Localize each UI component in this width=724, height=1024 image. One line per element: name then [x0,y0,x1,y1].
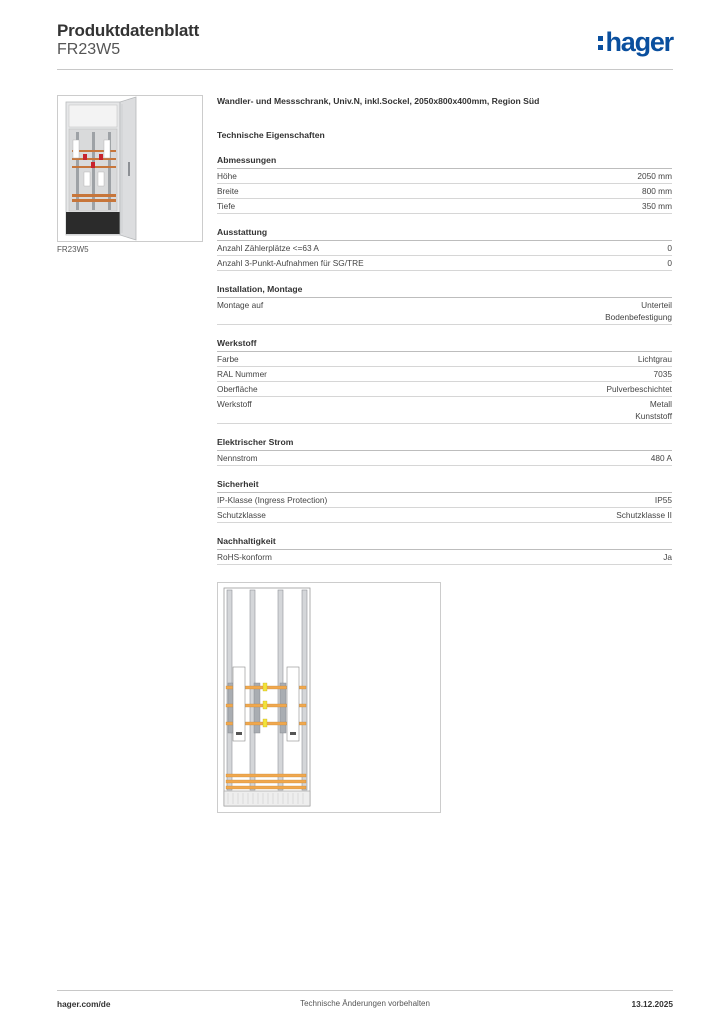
spec-row [217,169,672,184]
spec-value-line: Unterteil [641,300,672,310]
spec-label: RAL Nummer [217,369,267,379]
spec-value-line: Pulverbeschichtet [606,384,672,394]
spec-value [605,299,672,323]
hager-logo [598,26,673,57]
spec-group-title: Installation, Montage [217,283,672,298]
spec-label: Tiefe [217,201,236,211]
spec-value-line: 350 mm [642,201,672,211]
footer-notice: Technische Änderungen vorbehalten [300,999,430,1008]
spec-group-title: Abmessungen [217,154,672,169]
spec-value-line: 480 A [650,453,672,463]
spec-value [642,200,672,212]
spec-value [655,494,672,506]
product-description: Wandler- und Messschrank, Univ.N, inkl.Sockel, 2050x800x400mm, Region Süd [217,96,540,106]
spec-label: Montage auf [217,300,264,310]
spec-row [217,367,672,382]
spec-label: Höhe [217,171,237,181]
spec-label: Nennstrom [217,453,258,463]
spec-groups [217,154,672,565]
spec-value-line: Schutzklasse II [616,510,672,520]
spec-value-line: Ja [663,552,672,562]
footer-date: 13.12.2025 [631,999,673,1009]
spec-label: Anzahl 3-Punkt-Aufnahmen für SG/TRE [217,258,364,268]
spec-value-line: Kunststoff [635,411,672,421]
spec-label: Schutzklasse [217,510,266,520]
spec-group-title: Werkstoff [217,337,672,352]
spec-label: RoHS-konform [217,552,272,562]
document-title: Produktdatenblatt [57,21,200,40]
logo-text: hager [605,26,673,57]
spec-label: IP-Klasse (Ingress Protection) [217,495,328,505]
page-footer [57,990,673,1013]
spec-value-line: 0 [667,243,672,253]
spec-label: Oberfläche [217,384,258,394]
spec-group-title: Nachhaltigkeit [217,535,672,550]
spec-group-title: Ausstattung [217,226,672,241]
spec-row [217,382,672,397]
spec-group-title: Elektrischer Strom [217,436,672,451]
spec-value [654,368,672,380]
spec-row [217,397,672,424]
spec-value [667,242,672,254]
spec-value [667,257,672,269]
technical-drawing [217,582,441,813]
tech-properties-title: Technische Eigenschaften [217,130,325,140]
spec-value-line: Bodenbefestigung [605,312,672,322]
spec-value [651,452,672,464]
spec-value-line: Metall [649,399,672,409]
spec-value [663,551,672,563]
spec-row [217,256,672,271]
spec-value-line: Lichtgrau [637,354,672,364]
spec-row [217,241,672,256]
cabinet-photo-image [58,96,202,241]
spec-label: Farbe [217,354,239,364]
spec-value [635,398,672,422]
page-header [57,21,673,70]
spec-row [217,550,672,565]
spec-value [616,509,672,521]
spec-row [217,184,672,199]
spec-value [638,353,672,365]
spec-value [642,185,672,197]
footer-website[interactable]: hager.com/de [57,999,111,1009]
spec-content [217,95,672,592]
spec-value-line: 800 mm [642,186,672,196]
cabinet-drawing-image [218,583,440,812]
spec-row [217,508,672,523]
spec-value-line: 0 [667,258,672,268]
spec-label: Werkstoff [217,399,252,409]
photo-caption: FR23W5 [57,245,89,254]
logo-dots-icon [598,36,603,50]
spec-label: Breite [217,186,239,196]
spec-value [637,170,672,182]
spec-value-line: 2050 mm [637,171,672,181]
spec-value-line: IP55 [654,495,672,505]
spec-group-title: Sicherheit [217,478,672,493]
product-photo [57,95,203,242]
spec-label: Anzahl Zählerplätze <=63 A [217,243,319,253]
spec-row [217,451,672,466]
spec-value-line: 7035 [653,369,672,379]
spec-row [217,199,672,214]
spec-row [217,493,672,508]
spec-row [217,352,672,367]
spec-row [217,298,672,325]
spec-value [607,383,673,395]
product-code: FR23W5 [57,41,121,58]
